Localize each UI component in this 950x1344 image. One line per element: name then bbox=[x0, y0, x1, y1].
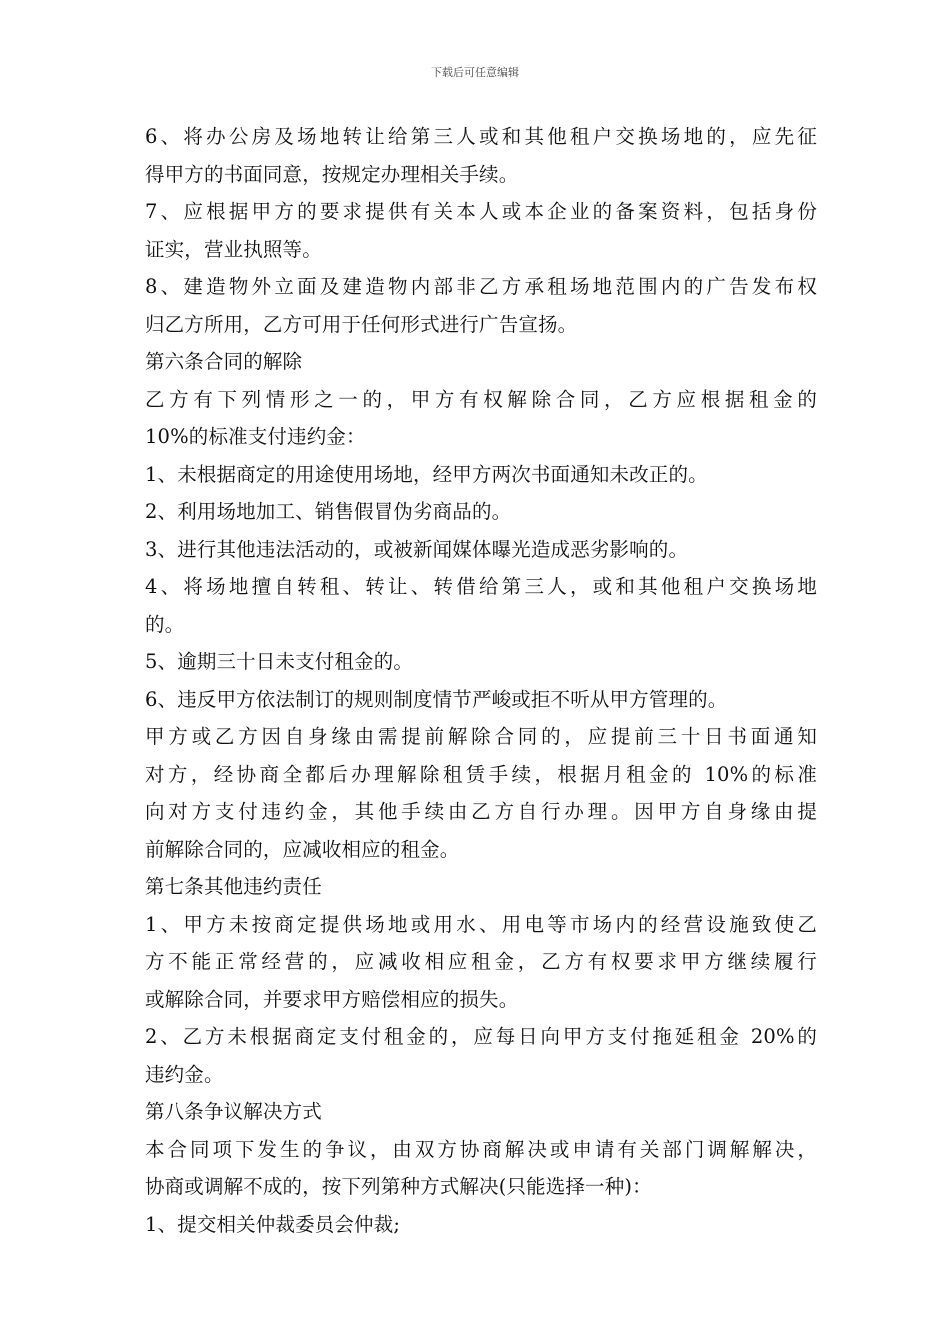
text-line: 甲方或乙方因自身缘由需提前解除合同的，应提前三十日书面通知 bbox=[145, 725, 817, 748]
text-line: 归乙方所用，乙方可用于任何形式进行广告宣扬。 bbox=[145, 312, 578, 336]
text-line: 向对方支付违约金，其他手续由乙方自行办理。因甲方自身缘由提 bbox=[145, 800, 817, 823]
text-line: 证实，营业执照等。 bbox=[145, 237, 322, 261]
text-line: 或解除合同，并要求甲方赔偿相应的损失。 bbox=[145, 987, 519, 1011]
document-body bbox=[145, 118, 817, 1243]
text-line: 5、逾期三十日未支付租金的。 bbox=[145, 650, 414, 673]
text-line: 对方，经协商全都后办理解除租赁手续，根据月租金的 10%的标准 bbox=[145, 762, 817, 786]
text-line: 3、进行其他违法活动的，或被新闻媒体曝光造成恶劣影响的。 bbox=[145, 537, 689, 561]
text-line: 1、未根据商定的用途使用场地，经甲方两次书面通知未改正的。 bbox=[145, 462, 708, 486]
text-line: 本合同项下发生的争议，由双方协商解决或申请有关部门调解解决， bbox=[145, 1137, 817, 1161]
section-heading: 第六条合同的解除 bbox=[145, 350, 303, 373]
text-line: 1、甲方未按商定提供场地或用水、用电等市场内的经营设施致使乙 bbox=[145, 912, 817, 936]
text-line: 8、建造物外立面及建造物内部非乙方承租场地范围内的广告发布权 bbox=[145, 275, 817, 298]
text-line: 7、应根据甲方的要求提供有关本人或本企业的备案资料，包括身份 bbox=[145, 200, 817, 223]
text-line: 2、乙方未根据商定支付租金的，应每日向甲方支付拖延租金 20%的 bbox=[145, 1025, 817, 1048]
text-line: 4、将场地擅自转租、转让、转借给第三人，或和其他租户交换场地 bbox=[145, 575, 817, 598]
text-line: 10%的标准支付违约金： bbox=[145, 425, 366, 448]
section-heading: 第七条其他违约责任 bbox=[145, 875, 322, 898]
text-line: 6、将办公房及场地转让给第三人或和其他租户交换场地的，应先征 bbox=[145, 125, 817, 148]
text-line: 6、违反甲方依法制订的规则制度情节严峻或拒不听从甲方管理的。 bbox=[145, 687, 728, 711]
text-line: 1、提交相关仲裁委员会仲裁; bbox=[145, 1212, 401, 1236]
text-line: 2、利用场地加工、销售假冒伪劣商品的。 bbox=[145, 500, 512, 523]
text-line: 的。 bbox=[145, 612, 185, 636]
text-line: 方不能正常经营的，应减收相应租金，乙方有权要求甲方继续履行 bbox=[145, 950, 817, 973]
text-line: 前解除合同的，应减收相应的租金。 bbox=[145, 837, 460, 861]
page-header: 下载后可任意编辑 bbox=[431, 66, 519, 79]
text-line: 违约金。 bbox=[145, 1062, 224, 1086]
text-line: 得甲方的书面同意，按规定办理相关手续。 bbox=[145, 162, 519, 186]
text-line: 协商或调解不成的，按下列第种方式解决(只能选择一种)： bbox=[145, 1175, 652, 1198]
text-line: 乙方有下列情形之一的，甲方有权解除合同，乙方应根据租金的 bbox=[145, 387, 817, 411]
section-heading: 第八条争议解决方式 bbox=[145, 1100, 322, 1123]
